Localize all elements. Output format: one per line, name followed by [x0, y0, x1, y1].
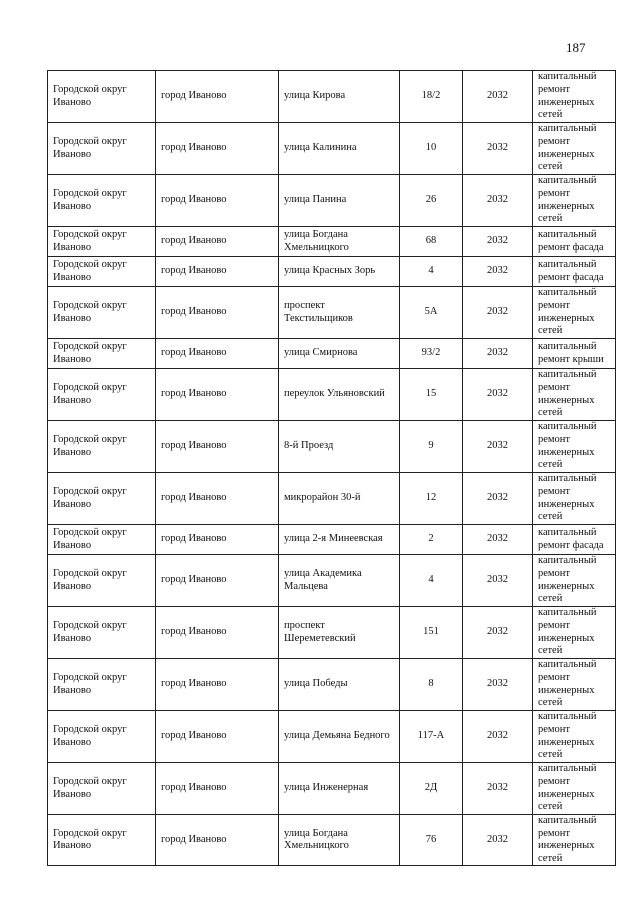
table-row: [48, 607, 616, 659]
table-row: [48, 71, 616, 123]
table-row: [48, 227, 616, 257]
street-cell: улица Богдана Хмельницкого: [279, 815, 400, 866]
table-row: [48, 175, 616, 227]
work-type-cell: капитальный ремонт инженерных сетей: [533, 421, 616, 473]
table-row: [48, 763, 616, 815]
work-type-cell: капитальный ремонт инженерных сетей: [533, 175, 616, 227]
work-type-cell: капитальный ремонт инженерных сетей: [533, 659, 616, 711]
house-number-cell: 12: [400, 473, 463, 525]
settlement-cell: город Иваново: [156, 369, 279, 421]
settlement-cell: город Иваново: [156, 473, 279, 525]
municipality-cell: Городской округ Иваново: [48, 257, 156, 287]
work-type-cell: капитальный ремонт крыши: [533, 339, 616, 369]
municipality-cell: Городской округ Иваново: [48, 525, 156, 555]
work-type-cell: капитальный ремонт фасада: [533, 257, 616, 287]
table-row: [48, 525, 616, 555]
work-type-cell: капитальный ремонт инженерных сетей: [533, 287, 616, 339]
year-cell: 2032: [463, 711, 533, 763]
street-cell: улица Смирнова: [279, 339, 400, 369]
municipality-cell: Городской округ Иваново: [48, 711, 156, 763]
settlement-cell: город Иваново: [156, 815, 279, 866]
settlement-cell: город Иваново: [156, 175, 279, 227]
settlement-cell: город Иваново: [156, 287, 279, 339]
page-number: 187: [566, 40, 586, 55]
table-row: [48, 555, 616, 607]
house-number-cell: 2Д: [400, 763, 463, 815]
settlement-cell: город Иваново: [156, 257, 279, 287]
year-cell: 2032: [463, 71, 533, 123]
work-type-cell: капитальный ремонт инженерных сетей: [533, 815, 616, 866]
work-type-cell: капитальный ремонт инженерных сетей: [533, 555, 616, 607]
street-cell: улица Панина: [279, 175, 400, 227]
house-number-cell: 5А: [400, 287, 463, 339]
street-cell: улица Инженерная: [279, 763, 400, 815]
work-type-cell: капитальный ремонт инженерных сетей: [533, 763, 616, 815]
settlement-cell: город Иваново: [156, 339, 279, 369]
table-row: [48, 421, 616, 473]
municipality-cell: Городской округ Иваново: [48, 763, 156, 815]
house-number-cell: 76: [400, 815, 463, 866]
year-cell: 2032: [463, 339, 533, 369]
year-cell: 2032: [463, 659, 533, 711]
municipality-cell: Городской округ Иваново: [48, 473, 156, 525]
settlement-cell: город Иваново: [156, 659, 279, 711]
municipality-cell: Городской округ Иваново: [48, 175, 156, 227]
year-cell: 2032: [463, 421, 533, 473]
work-type-cell: капитальный ремонт инженерных сетей: [533, 71, 616, 123]
repair-register-table: [47, 70, 616, 866]
work-type-cell: капитальный ремонт инженерных сетей: [533, 123, 616, 175]
street-cell: переулок Ульяновский: [279, 369, 400, 421]
year-cell: 2032: [463, 815, 533, 866]
settlement-cell: город Иваново: [156, 711, 279, 763]
work-type-cell: капитальный ремонт инженерных сетей: [533, 369, 616, 421]
work-type-cell: капитальный ремонт инженерных сетей: [533, 607, 616, 659]
table-row: [48, 257, 616, 287]
municipality-cell: Городской округ Иваново: [48, 369, 156, 421]
municipality-cell: Городской округ Иваново: [48, 123, 156, 175]
house-number-cell: 4: [400, 257, 463, 287]
table-row: [48, 339, 616, 369]
year-cell: 2032: [463, 763, 533, 815]
street-cell: микрорайон 30-й: [279, 473, 400, 525]
table-row: [48, 473, 616, 525]
street-cell: проспект Текстильщиков: [279, 287, 400, 339]
house-number-cell: 68: [400, 227, 463, 257]
municipality-cell: Городской округ Иваново: [48, 815, 156, 866]
street-cell: улица Калинина: [279, 123, 400, 175]
street-cell: улица Красных Зорь: [279, 257, 400, 287]
settlement-cell: город Иваново: [156, 555, 279, 607]
municipality-cell: Городской округ Иваново: [48, 287, 156, 339]
municipality-cell: Городской округ Иваново: [48, 555, 156, 607]
house-number-cell: 93/2: [400, 339, 463, 369]
municipality-cell: Городской округ Иваново: [48, 339, 156, 369]
settlement-cell: город Иваново: [156, 763, 279, 815]
work-type-cell: капитальный ремонт инженерных сетей: [533, 711, 616, 763]
settlement-cell: город Иваново: [156, 71, 279, 123]
settlement-cell: город Иваново: [156, 123, 279, 175]
street-cell: улица Победы: [279, 659, 400, 711]
work-type-cell: капитальный ремонт фасада: [533, 227, 616, 257]
year-cell: 2032: [463, 473, 533, 525]
house-number-cell: 2: [400, 525, 463, 555]
house-number-cell: 10: [400, 123, 463, 175]
municipality-cell: Городской округ Иваново: [48, 421, 156, 473]
table-row: [48, 815, 616, 866]
street-cell: проспект Шереметевский: [279, 607, 400, 659]
street-cell: улица 2-я Минеевская: [279, 525, 400, 555]
table-body: [48, 71, 616, 866]
municipality-cell: Городской округ Иваново: [48, 607, 156, 659]
street-cell: улица Богдана Хмельницкого: [279, 227, 400, 257]
house-number-cell: 117-А: [400, 711, 463, 763]
street-cell: улица Демьяна Бедного: [279, 711, 400, 763]
house-number-cell: 151: [400, 607, 463, 659]
year-cell: 2032: [463, 607, 533, 659]
settlement-cell: город Иваново: [156, 421, 279, 473]
table-row: [48, 287, 616, 339]
street-cell: улица Академика Мальцева: [279, 555, 400, 607]
house-number-cell: 8: [400, 659, 463, 711]
year-cell: 2032: [463, 123, 533, 175]
year-cell: 2032: [463, 525, 533, 555]
settlement-cell: город Иваново: [156, 227, 279, 257]
work-type-cell: капитальный ремонт фасада: [533, 525, 616, 555]
year-cell: 2032: [463, 369, 533, 421]
year-cell: 2032: [463, 287, 533, 339]
municipality-cell: Городской округ Иваново: [48, 227, 156, 257]
table-row: [48, 369, 616, 421]
house-number-cell: 15: [400, 369, 463, 421]
year-cell: 2032: [463, 227, 533, 257]
house-number-cell: 9: [400, 421, 463, 473]
house-number-cell: 18/2: [400, 71, 463, 123]
municipality-cell: Городской округ Иваново: [48, 71, 156, 123]
work-type-cell: капитальный ремонт инженерных сетей: [533, 473, 616, 525]
year-cell: 2032: [463, 257, 533, 287]
year-cell: 2032: [463, 555, 533, 607]
table-row: [48, 711, 616, 763]
table-row: [48, 123, 616, 175]
year-cell: 2032: [463, 175, 533, 227]
settlement-cell: город Иваново: [156, 525, 279, 555]
municipality-cell: Городской округ Иваново: [48, 659, 156, 711]
street-cell: 8-й Проезд: [279, 421, 400, 473]
house-number-cell: 26: [400, 175, 463, 227]
street-cell: улица Кирова: [279, 71, 400, 123]
settlement-cell: город Иваново: [156, 607, 279, 659]
table-row: [48, 659, 616, 711]
house-number-cell: 4: [400, 555, 463, 607]
